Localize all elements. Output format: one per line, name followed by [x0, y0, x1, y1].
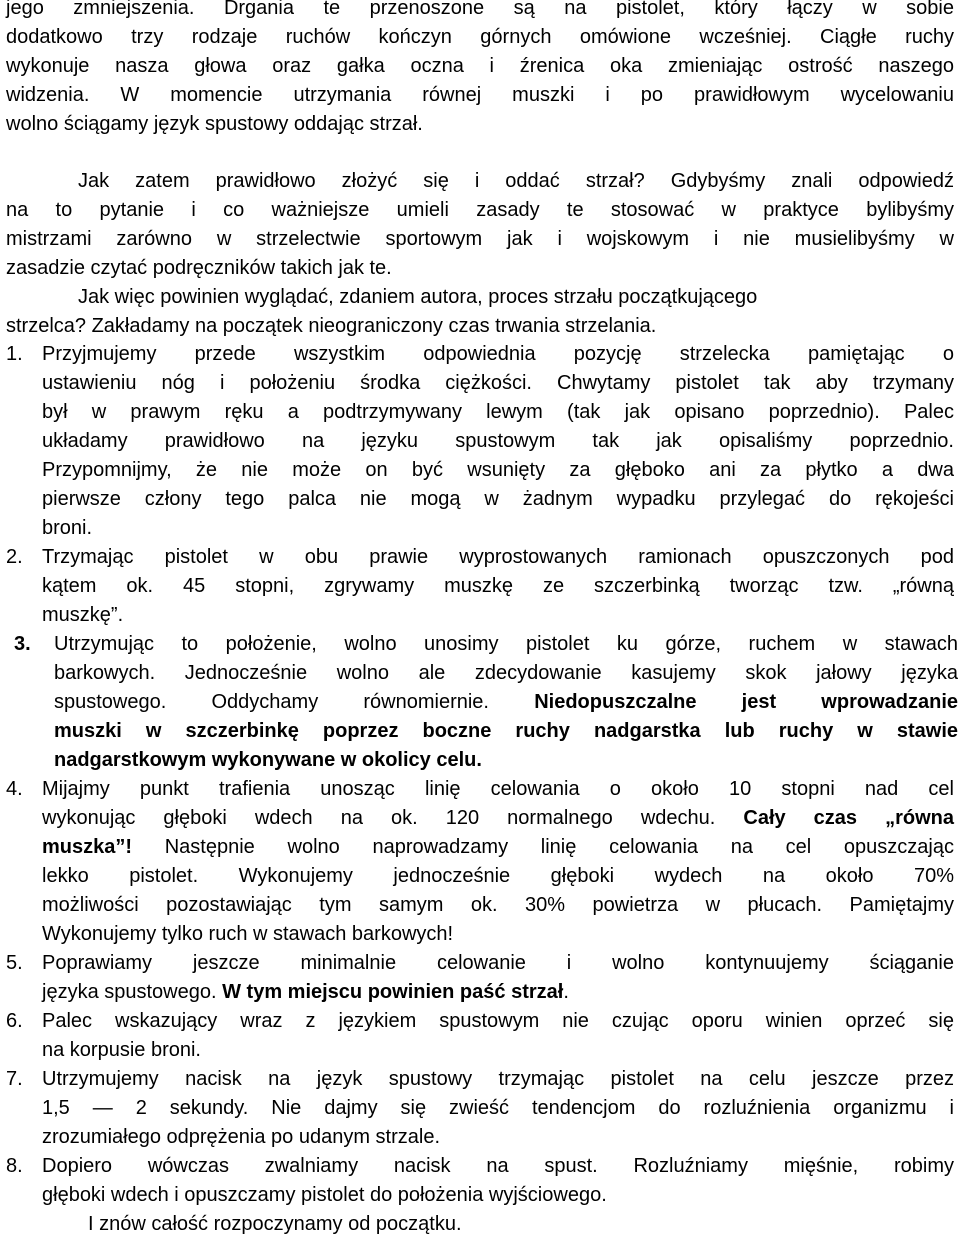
text-line [42, 804, 954, 833]
list-number: 6. [6, 1010, 23, 1032]
text-line: Utrzymujemy nacisk na język spustowy trzymając pistolet na celu jeszcze przez [42, 1068, 954, 1090]
text-line: Jak zatem prawidłowo złożyć się i oddać strzał? Gdybyśmy znali odpowiedź [78, 170, 954, 192]
bold-text-line: nadgarstkowym wykonywane w okolicy celu. [54, 749, 482, 771]
text-line: pierwsze człony tego palca nie mogą w żadnym wypadku przylegać do rękojeści [42, 488, 954, 510]
text-line: strzelca? Zakładamy na początek nieograniczony czas trwania strzelania. [6, 315, 657, 337]
text-span: języka spustowego. [42, 981, 217, 1003]
text-line: Utrzymując to położenie, wolno unosimy pistolet ku górze, ruchem w stawach [54, 633, 958, 655]
bold-text: Niedopuszczalne jest wprowadzanie [534, 691, 958, 713]
list-item [6, 949, 954, 1007]
text-line: możliwości pozostawiając tym samym ok. 30% powietrza w płucach. Pamiętajmy [42, 894, 954, 916]
numbered-list [6, 340, 958, 1210]
bold-text-line: muszki w szczerbinkę poprzez boczne ruchy nadgarstka lub ruchy w stawie [54, 720, 958, 742]
text-line: był w prawym ręku a podtrzymywany lewym (tak jak opisano poprzednio). Palec [42, 401, 954, 423]
intro-paragraph [6, 0, 954, 139]
text-line: barkowych. Jednocześnie wolno ale zdecydowanie kasujemy skok jałowy języka [54, 662, 958, 684]
list-item [6, 1007, 954, 1065]
text-line [42, 978, 954, 1007]
text-line [54, 688, 958, 717]
bold-text: muszka”! [42, 836, 133, 858]
text-line: Trzymając pistolet w obu prawie wyprostowanych ramionach opuszczonych pod [42, 546, 954, 568]
question-paragraph [6, 167, 954, 341]
text-line: widzenia. W momencie utrzymania równej muszki i po prawidłowym wycelowaniu [6, 84, 954, 106]
text-line: Wykonujemy tylko ruch w stawach barkowych! [42, 923, 454, 945]
list-item [6, 340, 954, 543]
text-line: Dopiero wówczas zwalniamy nacisk na spust. Rozluźniamy mięśnie, robimy [42, 1155, 954, 1177]
list-item-body [42, 543, 954, 630]
list-item [6, 1065, 954, 1152]
list-number: 2. [6, 546, 23, 568]
text-line: Przypomnijmy, że nie może on być wsunięty za głęboko ani za płytko a dwa [42, 459, 954, 481]
list-number: 4. [6, 778, 23, 800]
list-number: 1. [6, 343, 23, 365]
list-item-body [42, 949, 954, 1007]
list-item [6, 1152, 954, 1210]
list-item [6, 543, 954, 630]
text-line: Przyjmujemy przede wszystkim odpowiednia pozycję strzelecka pamiętając o [42, 343, 954, 365]
list-item-body [42, 340, 954, 543]
list-item-body [42, 1007, 954, 1065]
text-line: wykonuje nasza głowa oraz gałka oczna i źrenica oka zmieniając ostrość naszego [6, 55, 954, 77]
text-span: I znów całość rozpoczynamy od początku. [88, 1213, 462, 1235]
text-line: Jak więc powinien wyglądać, zdaniem autora, proces strzału początkującego [78, 286, 758, 308]
text-line: zrozumiałego odprężenia po udanym strzale. [42, 1126, 440, 1148]
text-line: ustawieniu nóg i położeniu środka ciężkości. Chwytamy pistolet tak aby trzymany [42, 372, 954, 394]
bold-text: W tym miejscu powinien paść strzał [222, 981, 564, 1003]
text-line: na to pytanie i co ważniejsze umieli zasady te stosować w praktyce bylibyśmy [6, 199, 954, 221]
ending-line [6, 1210, 954, 1239]
text-line: muszkę”. [42, 604, 124, 626]
text-line [42, 833, 954, 862]
list-number: 3. [14, 633, 31, 655]
list-number: 5. [6, 952, 23, 974]
text-line: Poprawiamy jeszcze minimalnie celowanie i wolno kontynuujemy ściąganie [42, 952, 954, 974]
list-item-body [42, 1065, 954, 1152]
text-span: Następnie wolno naprowadzamy linię celowania na cel opuszczając [164, 836, 954, 858]
text-line: mistrzami zarówno w strzelectwie sportowym jak i wojskowym i nie musielibyśmy w [6, 228, 954, 250]
text-line: głęboki wdech i opuszczamy pistolet do położenia wyjściowego. [42, 1184, 607, 1206]
text-line: kątem ok. 45 stopni, zgrywamy muszkę ze szczerbinką tworząc tzw. „równą [42, 575, 954, 597]
list-item-body [42, 775, 954, 949]
text-span: spustowego. Oddychamy równomiernie. [54, 691, 489, 713]
text-line: dodatkowo trzy rodzaje ruchów kończyn górnych omówione wcześniej. Ciągłe ruchy [6, 26, 954, 48]
list-item [6, 630, 958, 775]
list-number: 8. [6, 1155, 23, 1177]
text-line: 1,5 — 2 sekundy. Nie dajmy się zwieść tendencjom do rozluźnienia organizmu i [42, 1097, 954, 1119]
bold-text: Cały czas „równa [743, 807, 954, 829]
text-line: broni. [42, 517, 93, 539]
text-span: wykonując głęboki wdech na ok. 120 normalnego wdechu. [42, 807, 716, 829]
list-item [6, 775, 954, 949]
text-span: . [563, 981, 569, 1003]
text-line: wolno ściągamy język spustowy oddając strzał. [6, 113, 423, 135]
list-item-body [42, 1152, 954, 1210]
text-line: zasadzie czytać podręczników takich jak te. [6, 257, 392, 279]
text-line: na korpusie broni. [42, 1039, 201, 1061]
list-item-body [54, 630, 958, 775]
text-line: układamy prawidłowo na języku spustowym tak jak opisaliśmy poprzednio. [42, 430, 954, 452]
list-number: 7. [6, 1068, 23, 1090]
text-line: jego zmniejszenia. Drgania te przenoszone są na pistolet, który łączy w sobie [6, 0, 954, 19]
text-line: Mijajmy punkt trafienia unosząc linię celowania o około 10 stopni nad cel [42, 778, 954, 800]
text-line: Palec wskazujący wraz z językiem spustowym nie czując oporu winien oprzeć się [42, 1010, 954, 1032]
text-line: lekko pistolet. Wykonujemy jednocześnie głęboki wydech na około 70% [42, 865, 954, 887]
